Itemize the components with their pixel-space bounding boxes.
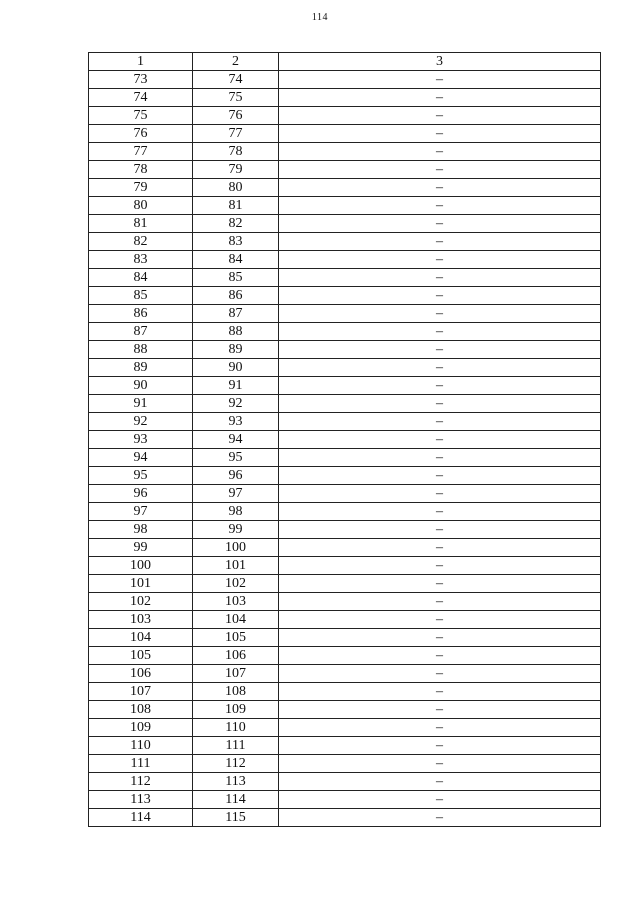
- table-cell-col-3: –: [279, 125, 601, 143]
- page-number: 114: [311, 12, 329, 23]
- table-cell-col-2: 114: [193, 791, 279, 809]
- table-cell-col-1: 113: [89, 791, 193, 809]
- table-row: [89, 215, 601, 233]
- table-cell-col-1: 92: [89, 413, 193, 431]
- table-cell-col-3: –: [279, 377, 601, 395]
- table-cell-col-1: 73: [89, 71, 193, 89]
- table-row: [89, 395, 601, 413]
- table-header-row: [89, 53, 601, 71]
- table-cell-col-1: 101: [89, 575, 193, 593]
- table-cell-col-2: 100: [193, 539, 279, 557]
- table-cell-col-3: –: [279, 89, 601, 107]
- table-cell-col-1: 90: [89, 377, 193, 395]
- table-cell-col-2: 92: [193, 395, 279, 413]
- table-cell-col-1: 84: [89, 269, 193, 287]
- table-cell-col-3: –: [279, 413, 601, 431]
- table-cell-col-2: 86: [193, 287, 279, 305]
- table-cell-col-2: 90: [193, 359, 279, 377]
- table-cell-col-3: –: [279, 323, 601, 341]
- table-cell-col-1: 93: [89, 431, 193, 449]
- table-cell-col-1: 104: [89, 629, 193, 647]
- table-cell-col-2: 101: [193, 557, 279, 575]
- table-cell-col-2: 78: [193, 143, 279, 161]
- table-cell-col-3: –: [279, 179, 601, 197]
- table-cell-col-3: –: [279, 809, 601, 827]
- table-cell-col-3: –: [279, 161, 601, 179]
- table-cell-col-2: 95: [193, 449, 279, 467]
- table-row: [89, 611, 601, 629]
- table-cell-col-1: 83: [89, 251, 193, 269]
- table-cell-col-2: 89: [193, 341, 279, 359]
- table-cell-col-1: 86: [89, 305, 193, 323]
- table-cell-col-2: 99: [193, 521, 279, 539]
- table-row: [89, 197, 601, 215]
- table-cell-col-3: –: [279, 773, 601, 791]
- table-row: [89, 179, 601, 197]
- table-cell-col-3: –: [279, 755, 601, 773]
- table-row: [89, 233, 601, 251]
- table-row: [89, 71, 601, 89]
- table-cell-col-2: 106: [193, 647, 279, 665]
- table-cell-col-3: –: [279, 341, 601, 359]
- table-cell-col-1: 79: [89, 179, 193, 197]
- table-cell-col-2: 104: [193, 611, 279, 629]
- table-cell-col-1: 94: [89, 449, 193, 467]
- table-cell-col-3: –: [279, 467, 601, 485]
- table-cell-col-1: 98: [89, 521, 193, 539]
- table-cell-col-3: –: [279, 143, 601, 161]
- table-row: [89, 629, 601, 647]
- table-cell-col-1: 76: [89, 125, 193, 143]
- table-row: [89, 107, 601, 125]
- table-cell-col-3: –: [279, 287, 601, 305]
- table-cell-col-3: –: [279, 575, 601, 593]
- table-row: [89, 125, 601, 143]
- table-cell-col-3: –: [279, 683, 601, 701]
- table-cell-col-3: –: [279, 611, 601, 629]
- table-cell-col-2: 94: [193, 431, 279, 449]
- table-cell-col-3: –: [279, 197, 601, 215]
- table-row: [89, 719, 601, 737]
- table-cell-col-3: –: [279, 737, 601, 755]
- table-cell-col-1: 80: [89, 197, 193, 215]
- table-cell-col-3: –: [279, 431, 601, 449]
- table-cell-col-1: 78: [89, 161, 193, 179]
- table-cell-col-3: –: [279, 557, 601, 575]
- table-row: [89, 467, 601, 485]
- table-row: [89, 755, 601, 773]
- table-cell-col-3: –: [279, 539, 601, 557]
- table-cell-col-2: 88: [193, 323, 279, 341]
- table-row: [89, 161, 601, 179]
- table-cell-col-3: –: [279, 395, 601, 413]
- table-cell-col-3: –: [279, 449, 601, 467]
- table-cell-col-3: –: [279, 359, 601, 377]
- table-cell-col-1: 91: [89, 395, 193, 413]
- table-cell-col-2: 82: [193, 215, 279, 233]
- table-cell-col-3: –: [279, 305, 601, 323]
- table-cell-col-2: 80: [193, 179, 279, 197]
- table-cell-col-2: 103: [193, 593, 279, 611]
- table-cell-col-2: 84: [193, 251, 279, 269]
- table-cell-col-1: 75: [89, 107, 193, 125]
- table-cell-col-3: –: [279, 521, 601, 539]
- table-cell-col-1: 110: [89, 737, 193, 755]
- table-row: [89, 305, 601, 323]
- table-cell-col-1: 95: [89, 467, 193, 485]
- column-header-3: 3: [279, 53, 601, 71]
- table-cell-col-3: –: [279, 215, 601, 233]
- table-row: [89, 647, 601, 665]
- table-cell-col-3: –: [279, 719, 601, 737]
- table-row: [89, 251, 601, 269]
- table-cell-col-2: 79: [193, 161, 279, 179]
- table-body: [89, 71, 601, 827]
- table-cell-col-1: 85: [89, 287, 193, 305]
- table-cell-col-1: 77: [89, 143, 193, 161]
- table-cell-col-3: –: [279, 269, 601, 287]
- table-row: [89, 683, 601, 701]
- table-cell-col-1: 81: [89, 215, 193, 233]
- table-cell-col-1: 107: [89, 683, 193, 701]
- table-cell-col-1: 109: [89, 719, 193, 737]
- table-cell-col-1: 99: [89, 539, 193, 557]
- table-cell-col-3: –: [279, 107, 601, 125]
- table-row: [89, 413, 601, 431]
- table-cell-col-1: 82: [89, 233, 193, 251]
- table-row: [89, 521, 601, 539]
- column-header-1: 1: [89, 53, 193, 71]
- table-cell-col-1: 74: [89, 89, 193, 107]
- table-row: [89, 737, 601, 755]
- table-cell-col-2: 87: [193, 305, 279, 323]
- table-cell-col-2: 93: [193, 413, 279, 431]
- table-cell-col-2: 108: [193, 683, 279, 701]
- table-cell-col-1: 100: [89, 557, 193, 575]
- table-row: [89, 503, 601, 521]
- table-cell-col-2: 85: [193, 269, 279, 287]
- table-row: [89, 287, 601, 305]
- table-row: [89, 89, 601, 107]
- table-cell-col-2: 105: [193, 629, 279, 647]
- table-row: [89, 269, 601, 287]
- table-cell-col-2: 115: [193, 809, 279, 827]
- table-cell-col-2: 98: [193, 503, 279, 521]
- table-cell-col-2: 97: [193, 485, 279, 503]
- table-cell-col-2: 102: [193, 575, 279, 593]
- table-row: [89, 359, 601, 377]
- table-cell-col-1: 97: [89, 503, 193, 521]
- table-cell-col-2: 109: [193, 701, 279, 719]
- table-row: [89, 539, 601, 557]
- table-row: [89, 809, 601, 827]
- table-cell-col-3: –: [279, 791, 601, 809]
- table-row: [89, 323, 601, 341]
- data-table: [88, 52, 601, 827]
- table-row: [89, 431, 601, 449]
- table-cell-col-3: –: [279, 233, 601, 251]
- table-cell-col-2: 107: [193, 665, 279, 683]
- table-cell-col-3: –: [279, 647, 601, 665]
- table-cell-col-2: 96: [193, 467, 279, 485]
- table-cell-col-1: 108: [89, 701, 193, 719]
- table-row: [89, 665, 601, 683]
- table-cell-col-3: –: [279, 485, 601, 503]
- table-cell-col-2: 77: [193, 125, 279, 143]
- table-cell-col-3: –: [279, 665, 601, 683]
- table-cell-col-2: 74: [193, 71, 279, 89]
- table-row: [89, 377, 601, 395]
- table-row: [89, 575, 601, 593]
- table-cell-col-2: 113: [193, 773, 279, 791]
- table-cell-col-3: –: [279, 629, 601, 647]
- table-cell-col-2: 112: [193, 755, 279, 773]
- table-row: [89, 773, 601, 791]
- table-cell-col-1: 102: [89, 593, 193, 611]
- table-row: [89, 791, 601, 809]
- table-row: [89, 701, 601, 719]
- table-cell-col-2: 75: [193, 89, 279, 107]
- table-cell-col-2: 110: [193, 719, 279, 737]
- table-row: [89, 449, 601, 467]
- table-cell-col-3: –: [279, 71, 601, 89]
- table-cell-col-2: 81: [193, 197, 279, 215]
- table-row: [89, 557, 601, 575]
- table-cell-col-3: –: [279, 701, 601, 719]
- table-cell-col-1: 114: [89, 809, 193, 827]
- table-cell-col-3: –: [279, 251, 601, 269]
- table-cell-col-1: 89: [89, 359, 193, 377]
- table-cell-col-1: 105: [89, 647, 193, 665]
- column-header-2: 2: [193, 53, 279, 71]
- table-cell-col-2: 91: [193, 377, 279, 395]
- table-row: [89, 593, 601, 611]
- table-cell-col-3: –: [279, 503, 601, 521]
- table-row: [89, 143, 601, 161]
- table-row: [89, 341, 601, 359]
- table-cell-col-1: 87: [89, 323, 193, 341]
- table-cell-col-1: 106: [89, 665, 193, 683]
- table-row: [89, 485, 601, 503]
- table-cell-col-1: 96: [89, 485, 193, 503]
- table-cell-col-2: 83: [193, 233, 279, 251]
- table-cell-col-2: 76: [193, 107, 279, 125]
- table-cell-col-1: 112: [89, 773, 193, 791]
- table-cell-col-1: 88: [89, 341, 193, 359]
- table-cell-col-3: –: [279, 593, 601, 611]
- table-cell-col-1: 111: [89, 755, 193, 773]
- table-cell-col-2: 111: [193, 737, 279, 755]
- table-cell-col-1: 103: [89, 611, 193, 629]
